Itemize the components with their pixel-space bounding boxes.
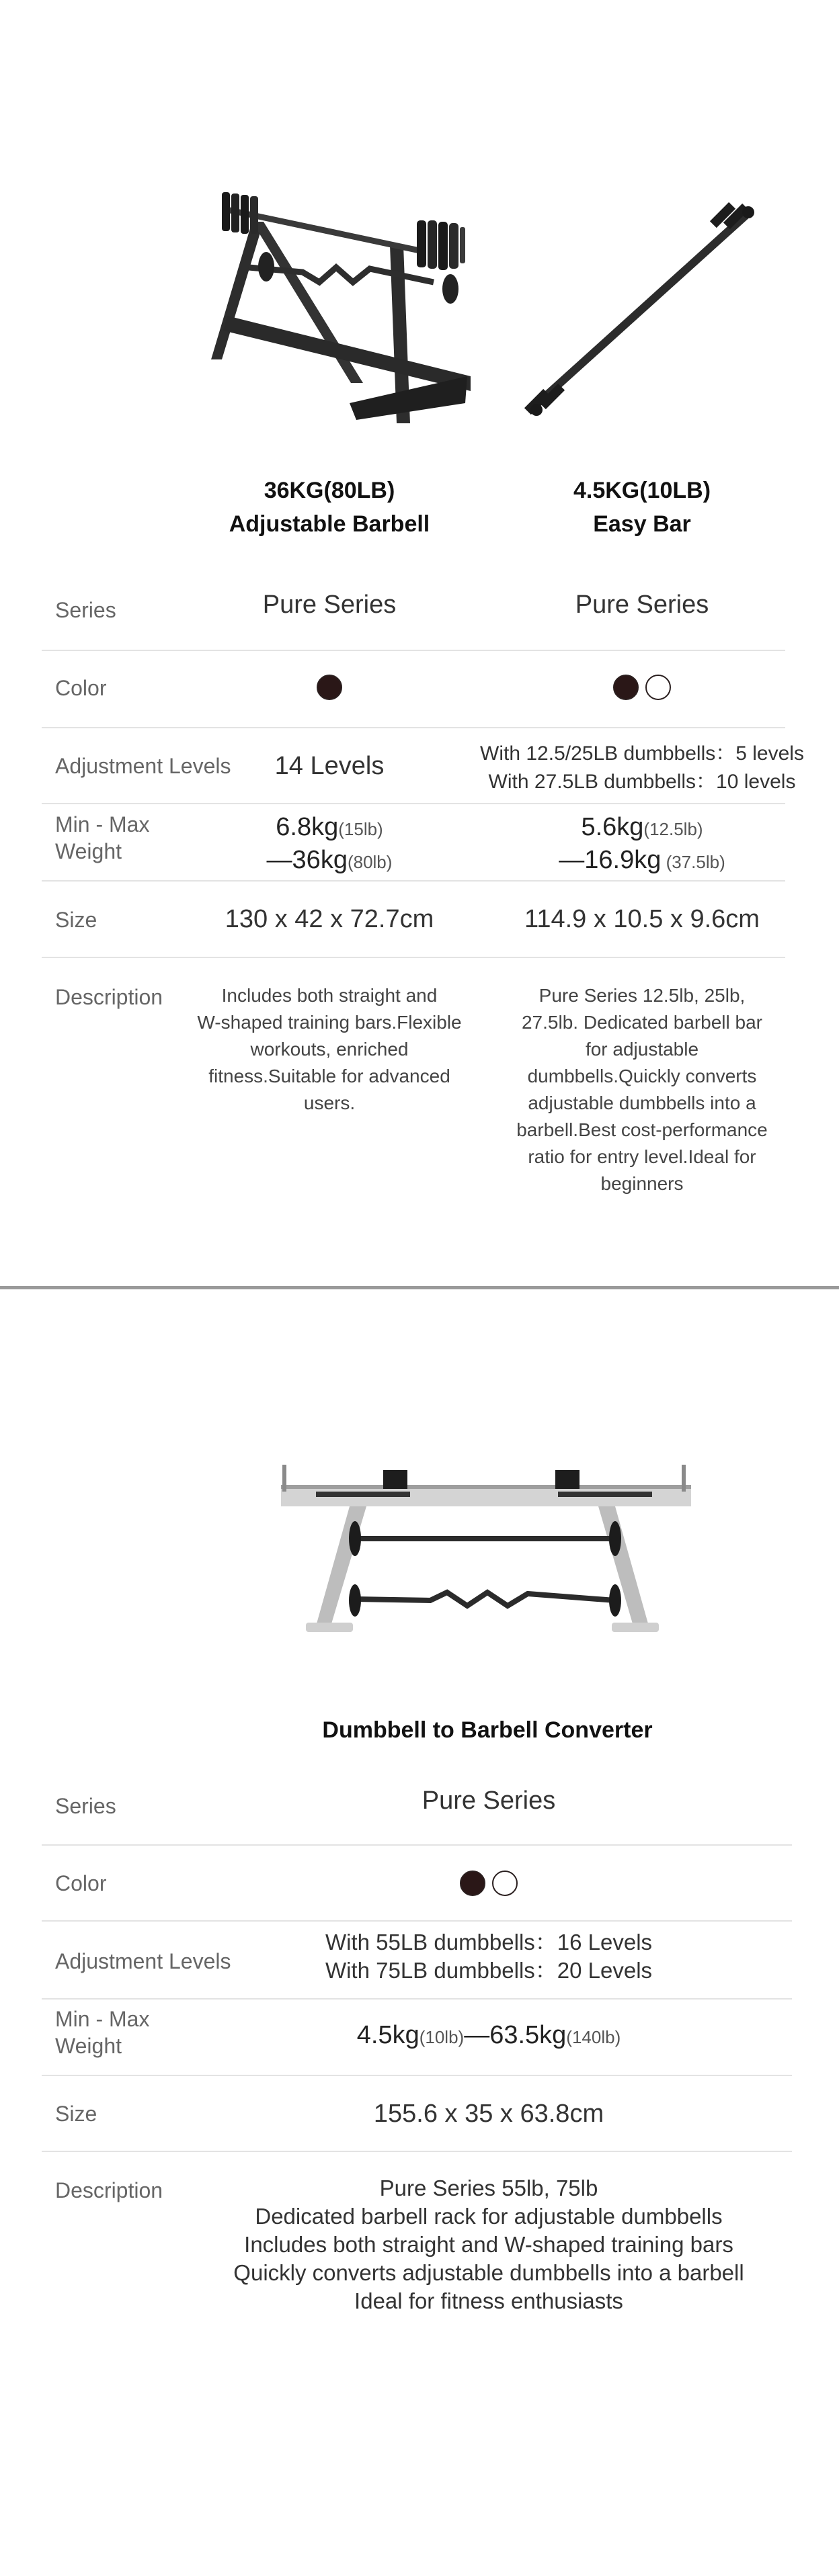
range-dash: —	[559, 846, 585, 874]
product-title-converter: Dumbbell to Barbell Converter	[322, 1717, 653, 1743]
max-kg: 16.9kg	[584, 846, 662, 874]
label-size: Size	[55, 2102, 97, 2126]
description-line: dumbbells.Quickly converts	[527, 1066, 757, 1086]
color-swatch-black	[317, 675, 342, 700]
description-line: barbell.Best cost-performance	[516, 1119, 768, 1140]
label-line: Weight	[55, 2034, 122, 2058]
product-title-easy-bar	[508, 474, 776, 541]
label-size: Size	[55, 908, 97, 932]
max-kg: 36kg	[292, 846, 348, 874]
range-dash: —	[266, 846, 292, 874]
label-min-max-weight	[55, 2006, 149, 2059]
label-line: Min - Max	[55, 812, 150, 836]
section-divider	[0, 1286, 839, 1289]
color-swatches	[508, 675, 776, 700]
max-lb: (80lb)	[347, 852, 393, 872]
max-lb: (140lb)	[566, 2027, 621, 2047]
product-weight: 36KG(80LB)	[264, 478, 395, 503]
size-value: 155.6 x 35 x 63.8cm	[373, 2100, 604, 2128]
description-line: workouts, enriched	[250, 1039, 409, 1060]
divider	[42, 727, 785, 728]
divider	[42, 1998, 792, 2000]
label-min-max-weight	[55, 811, 149, 865]
adjustment-line: With 27.5LB dumbbells：10 levels	[488, 771, 796, 793]
color-swatches	[350, 1871, 628, 1896]
description-line: 27.5lb. Dedicated barbell bar	[521, 1012, 762, 1033]
description-line: Quickly converts adjustable dumbbells into a barbell	[233, 2260, 744, 2285]
product-weight: 4.5KG(10LB)	[573, 478, 711, 503]
divider	[42, 803, 785, 804]
description-text	[501, 982, 783, 1197]
barbell-converter-image	[276, 1451, 692, 1643]
min-kg: 5.6kg	[581, 813, 644, 841]
description-line: adjustable dumbbells into a	[528, 1092, 756, 1113]
adjustment-value: 14 Levels	[274, 752, 385, 780]
size-value: 114.9 x 10.5 x 9.6cm	[524, 905, 760, 933]
label-adjustment-levels: Adjustment Levels	[55, 754, 231, 778]
description-line: Includes both straight and W-shaped training bars	[244, 2232, 733, 2257]
adjustment-line: With 12.5/25LB dumbbells：5 levels	[480, 742, 804, 765]
label-color: Color	[55, 1871, 107, 1895]
description-line: Dedicated barbell rack for adjustable dumbbells	[255, 2204, 723, 2229]
description-line: users.	[303, 1092, 356, 1113]
description-line: Pure Series 12.5lb, 25lb,	[538, 985, 746, 1006]
adjustment-value	[282, 1928, 695, 1985]
description-line: ratio for entry level.Ideal for	[528, 1146, 756, 1167]
label-color: Color	[55, 676, 107, 700]
size-value: 130 x 42 x 72.7cm	[225, 905, 434, 933]
divider	[42, 880, 785, 882]
label-series: Series	[55, 598, 116, 622]
divider	[42, 1844, 792, 1846]
label-description: Description	[55, 985, 163, 1009]
color-swatches	[195, 675, 464, 700]
description-text	[202, 2174, 776, 2315]
adjustment-line: With 75LB dumbbells：20 Levels	[325, 1958, 653, 1983]
easy-bar-image	[518, 188, 760, 430]
weight-range	[195, 812, 464, 877]
color-swatch-white	[645, 675, 671, 700]
max-lb: (37.5lb)	[661, 852, 725, 872]
divider	[42, 2151, 792, 2152]
divider	[42, 650, 785, 651]
description-line: Ideal for fitness enthusiasts	[354, 2288, 623, 2313]
label-series: Series	[55, 1794, 116, 1818]
min-lb: (12.5lb)	[643, 819, 703, 839]
description-text	[188, 982, 471, 1117]
adjustable-barbell-image	[202, 181, 484, 437]
description-line: W-shaped training bars.Flexible	[197, 1012, 462, 1033]
adjustment-line: With 55LB dumbbells：16 Levels	[325, 1930, 653, 1955]
product-name: Adjustable Barbell	[229, 511, 430, 537]
min-kg: 4.5kg	[356, 2021, 420, 2049]
weight-range	[508, 812, 776, 877]
product-title-adjustable-barbell	[195, 474, 464, 541]
min-kg: 6.8kg	[276, 813, 339, 841]
divider	[42, 957, 785, 958]
product-name: Easy Bar	[593, 511, 691, 537]
series-value: Pure Series	[422, 1787, 556, 1815]
adjustment-value	[457, 740, 827, 796]
description-line: Includes both straight and	[221, 985, 438, 1006]
min-lb: (10lb)	[419, 2027, 465, 2047]
label-line: Weight	[55, 839, 122, 863]
divider	[42, 1920, 792, 1922]
series-value: Pure Series	[262, 591, 397, 619]
description-line: Pure Series 55lb, 75lb	[379, 2176, 598, 2200]
label-adjustment-levels: Adjustment Levels	[55, 1949, 231, 1973]
color-swatch-black	[460, 1871, 485, 1896]
max-kg: 63.5kg	[489, 2021, 567, 2049]
min-lb: (15lb)	[338, 819, 383, 839]
description-line: beginners	[600, 1173, 684, 1194]
series-value: Pure Series	[575, 591, 709, 619]
divider	[42, 2075, 792, 2076]
range-dash: —	[464, 2021, 490, 2049]
weight-range	[282, 2020, 695, 2053]
color-swatch-white	[492, 1871, 518, 1896]
description-line: for adjustable	[585, 1039, 699, 1060]
color-swatch-black	[613, 675, 639, 700]
label-line: Min - Max	[55, 2007, 150, 2031]
label-description: Description	[55, 2178, 163, 2202]
description-line: fitness.Suitable for advanced	[208, 1066, 450, 1086]
